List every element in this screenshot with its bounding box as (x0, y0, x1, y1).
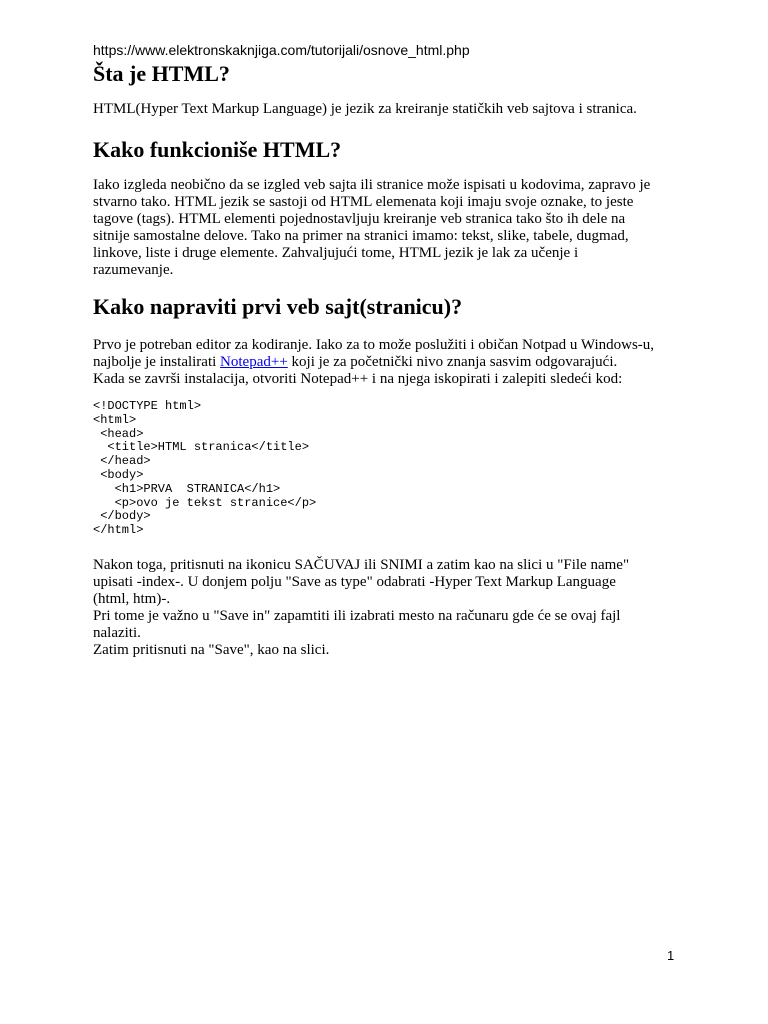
page-url-header: https://www.elektronskaknjiga.com/tutorijali/osnove_html.php (93, 42, 470, 58)
text-line: Pri tome je važno u "Save in" zapamtiti ili izabrati mesto na računaru gde će se ovaj fajl (93, 608, 621, 624)
code-line: <head> (93, 426, 144, 441)
heading-what-is-html: Šta je HTML? (93, 61, 230, 86)
text-line: Prvo je potreban editor za kodiranje. Iako za to može poslužiti i običan Notpad u Windows-u, (93, 337, 655, 353)
text-fragment: najbolje je instalirati (93, 354, 221, 370)
code-line: <html> (93, 412, 137, 427)
text-line: HTML(Hyper Text Markup Language) je jezik za kreiranje statičkih veb sajtova i stranica. (93, 101, 637, 117)
paragraph-save-instructions (93, 557, 683, 659)
code-line: </body> (93, 509, 151, 524)
paragraph-html-definition (93, 101, 683, 118)
text-line: tagove (tags). HTML elementi pojednostavljuju kreiranje veb stranica tako što ih dele na (93, 211, 626, 227)
paragraph-how-html-works (93, 177, 683, 279)
code-line: </head> (93, 454, 151, 469)
heading-first-website: Kako napraviti prvi veb sajt(stranicu)? (93, 294, 463, 319)
text-line: razumevanje. (93, 262, 174, 278)
code-block (93, 400, 316, 538)
code-line: <h1>PRVA STRANICA</h1> (93, 481, 281, 496)
text-line-with-link (93, 354, 683, 371)
text-line: linkove, liste i druge elemente. Zahvaljujući tome, HTML jezik je lak za učenje i (93, 245, 579, 261)
text-line: Kada se završi instalacija, otvoriti Notepad++ i na njega iskopirati i zalepiti sledeći kod: (93, 371, 623, 387)
text-line: (html, htm)-. (93, 591, 171, 607)
text-line: Iako izgleda neobično da se izgled veb sajta ili stranice može ispisati u kodovima, zapravo je (93, 177, 651, 193)
code-line: <body> (93, 467, 144, 482)
text-line: stvarno tako. HTML jezik se sastoji od HTML elemenata koji imaju svoje oznake, to jeste (93, 194, 634, 210)
text-line: Nakon toga, pritisnuti na ikonicu SAČUVAJ ili SNIMI a zatim kao na slici u "File name" (93, 557, 630, 573)
code-line: <!DOCTYPE html> (93, 399, 202, 413)
notepad-plus-plus-link[interactable]: Notepad++ (220, 354, 288, 370)
paragraph-editor-intro (93, 337, 683, 388)
text-fragment: koji je za početnički nivo znanja sasvim odgovarajući. (287, 354, 618, 370)
text-line: upisati -index-. U donjem polju "Save as type" odabrati -Hyper Text Markup Language (93, 574, 616, 590)
code-line: </html> (93, 523, 144, 538)
text-line: nalaziti. (93, 625, 141, 641)
page-number: 1 (667, 948, 675, 963)
text-line: Zatim pritisnuti na "Save", kao na slici. (93, 642, 330, 658)
code-line: <title>HTML stranica</title> (93, 440, 310, 455)
code-line: <p>ovo je tekst stranice</p> (93, 495, 317, 510)
heading-how-html-works: Kako funkcioniše HTML? (93, 137, 342, 162)
text-line: sitnije samostalne delove. Tako na primer na stranici imamo: tekst, slike, tabele, dugmad, (93, 228, 629, 244)
